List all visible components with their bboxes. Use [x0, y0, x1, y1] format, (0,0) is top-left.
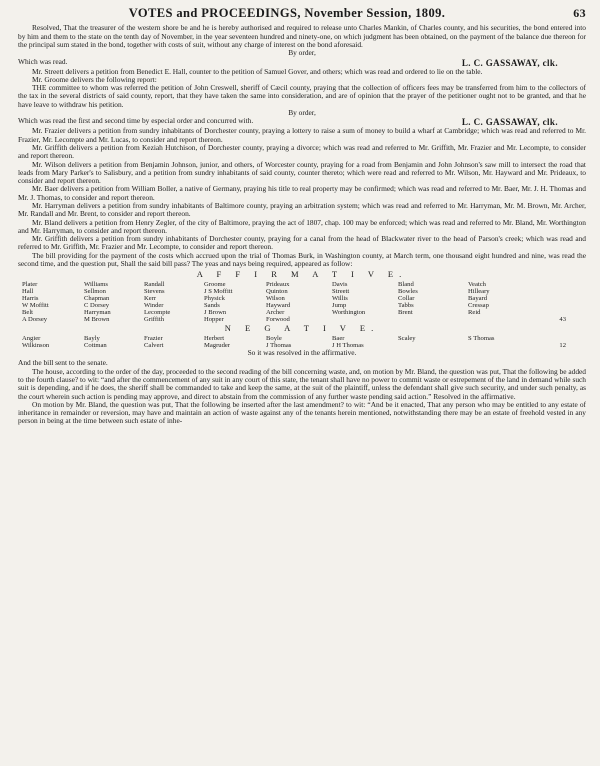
paragraph-groome: Mr. Groome delivers the following report:	[32, 74, 157, 84]
neg-count-value: 12	[559, 341, 566, 349]
paragraph-frazier: Mr. Frazier delivers a petition from sundry inhabitants of Dorchester county, praying a lottery to raise a sum of money to build a wharf at Cambridge; which was read and referred to Mr. Frazier, Mr. Lecompte and Mr. Lucas, to consider and report thereon.	[18, 126, 586, 144]
paragraph-bland: Mr. Bland delivers a petition from Henry Zegler, of the city of Baltimore, praying the act of 1807, chap. 100 may be enforced; which was read and referred to Mr. Bland, Mr. Worthington and Mr. Harryman, to consider and report thereon.	[18, 217, 586, 235]
voter-name: Prideaux	[266, 280, 290, 288]
neg-count	[546, 335, 566, 349]
voter-name: Herbert	[204, 334, 225, 342]
which-read-2: Which was read the first and second time by especial order and concurred with.	[18, 116, 254, 126]
neg-col-1	[18, 335, 84, 349]
vote-table	[18, 270, 586, 357]
voter-name: Willis	[332, 294, 348, 302]
running-title: VOTES and PROCEEDINGS, November Session, 1809.	[128, 6, 446, 20]
voter-name: Worthington	[332, 309, 366, 317]
voter-name: Baer	[332, 334, 345, 342]
voter-name: Boyle	[266, 334, 282, 342]
voter-name: Scaley	[398, 334, 416, 342]
paragraph-griffith-divorce: Mr. Griffith delivers a petition from Keziah Hutchison, of Dorchester county, praying a divorce; which was read and referred to Mr. Griffith, Mr. Frazier and Mr. Lecompte, to consider and report thereon.	[18, 142, 586, 161]
voter-name: Cressap	[468, 302, 489, 310]
voter-name: Collar	[398, 294, 415, 302]
voter-name: Frazier	[144, 334, 163, 342]
neg-col-4	[204, 335, 266, 349]
neg-col-8	[468, 335, 546, 349]
affirm-col-5	[266, 281, 332, 324]
voter-name: Plater	[22, 280, 38, 288]
paragraph-wilson: Mr. Wilson delivers a petition from Benjamin Johnson, junior, and others, of Worcester county, praying for a road from Benjamin and John Johnson's saw mill to intersect the road that leads from Mary Parker's to Salisbury, and a petition from sundry inhabitants of said county, counter thereto; which were read and referred to Mr. Wilson, Mr. Hayward and Mr. Prideaux, to consider and report thereon.	[18, 159, 586, 186]
voter-name: A Dorsey	[22, 316, 48, 324]
voter-name: Jump	[332, 302, 347, 310]
voter-name: Physick	[204, 294, 225, 302]
voter-name: Harris	[22, 294, 39, 302]
affirmative-heading: A F F I R M A T I V E.	[196, 269, 408, 280]
voter-name: Kerr	[144, 294, 157, 302]
voter-name: Bayard	[468, 294, 488, 302]
voter-name: Sands	[204, 302, 220, 310]
voter-name: Stevens	[144, 287, 165, 295]
affirmative-grid	[18, 281, 586, 324]
clerk-signature-2: L. C. GASSAWAY, clk.	[461, 117, 558, 128]
voter-name: Angier	[22, 334, 41, 342]
neg-col-3	[144, 335, 204, 349]
voter-name: Tabbs	[398, 302, 414, 310]
voter-name: Quinton	[266, 287, 288, 295]
negative-grid	[18, 335, 586, 349]
voter-name: Wilkinson	[22, 341, 50, 349]
resolution-paragraph: Resolved, That the treasurer of the western shore be and he is hereby authorised and required to release unto Charles Mankin, of Charles county, and his securities, the bond entered into by him and them to the state on the tenth day of November, in the year seventeen hundred and ninety-one, on which judgment has been obtained, on the payment of the balance due thereon for the principal sum stated in the bond, together with costs of suit, without any charge of interest on the bond aforesaid.	[18, 23, 586, 49]
page-header	[18, 6, 586, 20]
voter-name: Belt	[22, 309, 33, 317]
voter-name: Chapman	[84, 294, 110, 302]
which-read-1: Which was read.	[18, 56, 68, 66]
paragraph-amendment: On motion by Mr. Bland, the question was put, That the following be inserted after the last amendment? to wit: “And be it enacted, That any person who may be entitled to any estate of inheritance in remainder or reversion, may have and maintain an action of waste against any of the tenants herein mentioned, notwithstanding there may be an estate of freehold vested in any person in being at the time between such estate of inhe-	[18, 399, 586, 426]
negative-heading: N E G A T I V E.	[224, 323, 380, 334]
clerk-signature-1: L. C. GASSAWAY, clk.	[461, 57, 558, 68]
voter-name: C Dorsey	[84, 302, 110, 310]
voter-name: Davis	[332, 280, 348, 288]
affirm-count-value: 43	[559, 316, 566, 324]
neg-col-7	[398, 335, 468, 349]
voter-name: Hayward	[266, 302, 291, 310]
voter-name: J S Moffitt	[204, 287, 233, 295]
paragraph-bill: The bill providing for the payment of the costs which accrued upon the trial of Thomas Burk, in Washington county, at March term, one thousand eight hundred and nine, was read the second time, and the question put, Shall the said bill pass? The yeas and nays being required, appeared as follow:	[18, 250, 586, 268]
page-number: 63	[573, 6, 586, 20]
committee-report: THE committee to whom was referred the petition of John Creswell, sheriff of Cæcil county, praying that the collection of officers fees may be transferred from him to the collectors of the tax in the several districts of said county, report, that they have taken the same into consideration, and are of opinion that the prayer of the petitioner ought not to be granted, and that he have leave to withdraw his petition.	[18, 83, 586, 109]
voter-name: Cottman	[84, 341, 107, 349]
voter-name: J Thomas	[266, 341, 292, 349]
voter-name: Harryman	[84, 309, 111, 317]
voter-name: Lecompte	[144, 309, 171, 317]
paragraph-streett: Mr. Streett delivers a petition from Benedict E. Hall, counter to the petition of Samuel Gover, and others; which was read and ordered to lie on the table.	[32, 66, 483, 76]
voter-name: Hall	[22, 287, 34, 295]
voter-name: Groome	[204, 280, 226, 288]
voter-name: Archer	[266, 309, 285, 317]
voter-name: S Thomas	[468, 334, 495, 342]
voter-name: Hopper	[204, 316, 224, 324]
affirm-col-7	[398, 281, 468, 324]
voter-name: Sellmon	[84, 287, 106, 295]
voter-name: M Brown	[84, 316, 110, 324]
voter-name: Forwood	[266, 316, 290, 324]
affirm-col-6	[332, 281, 398, 324]
affirm-col-4	[204, 281, 266, 324]
voter-name: Reid	[468, 309, 481, 317]
voter-name: Bayly	[84, 334, 100, 342]
paragraph-baer: Mr. Baer delivers a petition from William Boller, a native of Germany, praying his title to real property may be confirmed; which was read and referred to Mr. Baer, Mr. J. H. Thomas and Mr. J. Thomas, to consider and report thereon.	[18, 184, 586, 202]
voter-name: Streett	[332, 287, 350, 295]
voter-name: Winder	[144, 302, 164, 310]
voter-name: Veatch	[468, 280, 486, 288]
by-order-1: By order,	[288, 48, 316, 58]
voter-name: Williams	[84, 280, 108, 288]
voter-name: W Moffitt	[22, 302, 49, 310]
voter-name: Wilson	[266, 294, 285, 302]
paragraph-waste-bill: The house, according to the order of the day, proceeded to the second reading of the bill concerning waste, and, on motion by Mr. Bland, the question was put, That the following be added to the fourth clause? to wit: “and after the commencement of any suit in any court of this state, the tenant shall have no power to commit waste or estrepement of the land in demand while such suit is depending, and if he does, the sheriff shall be commanded to take and keep the same, at the suit of the plaintiff, unless the defendant shall give such security, and under such penalty, as the court wherein such action is pending may approve, and direct to abstain from the commission of any further waste pending said action.” Resolved in the affirmative.	[18, 366, 586, 401]
voter-name: Randall	[144, 280, 165, 288]
voter-name: J H Thomas	[332, 341, 364, 349]
vote-result: So it was resolved in the affirmative.	[247, 348, 357, 358]
affirm-col-3	[144, 281, 204, 324]
by-order-2: By order,	[288, 108, 316, 118]
voter-name: Hilleary	[468, 287, 490, 295]
voter-name: Bowles	[398, 287, 418, 295]
voter-name: Magruder	[204, 341, 230, 349]
affirm-col-2	[84, 281, 144, 324]
voter-name: J Brown	[204, 309, 227, 317]
sent-to-senate: And the bill sent to the senate.	[18, 358, 108, 368]
voter-name: Griffith	[144, 316, 165, 324]
paragraph-griffith-canal: Mr. Griffith delivers a petition from sundry inhabitants of Dorchester county, praying for a canal from the head of Blackwater river to the head of Parson's creek; which was read and referred to Mr. Griffith, Mr. Frazier and Mr. Lecompte, to consider and report thereon.	[18, 234, 586, 252]
voter-name: Bland	[398, 280, 414, 288]
neg-col-5	[266, 335, 332, 349]
neg-col-2	[84, 335, 144, 349]
neg-col-6	[332, 335, 398, 349]
voter-name: Brent	[398, 309, 413, 317]
paragraph-harryman: Mr. Harryman delivers a petition from sundry inhabitants of Baltimore county, praying an arbitration system; which was read and referred to Mr. Harryman, Mr. M. Brown, Mr. Archer, Mr. Randall and Mr. Brent, to consider and report thereon.	[18, 200, 586, 219]
affirm-col-8	[468, 281, 546, 324]
affirm-col-1	[18, 281, 84, 324]
voter-name: Calvert	[144, 341, 164, 349]
affirm-count	[546, 281, 566, 324]
